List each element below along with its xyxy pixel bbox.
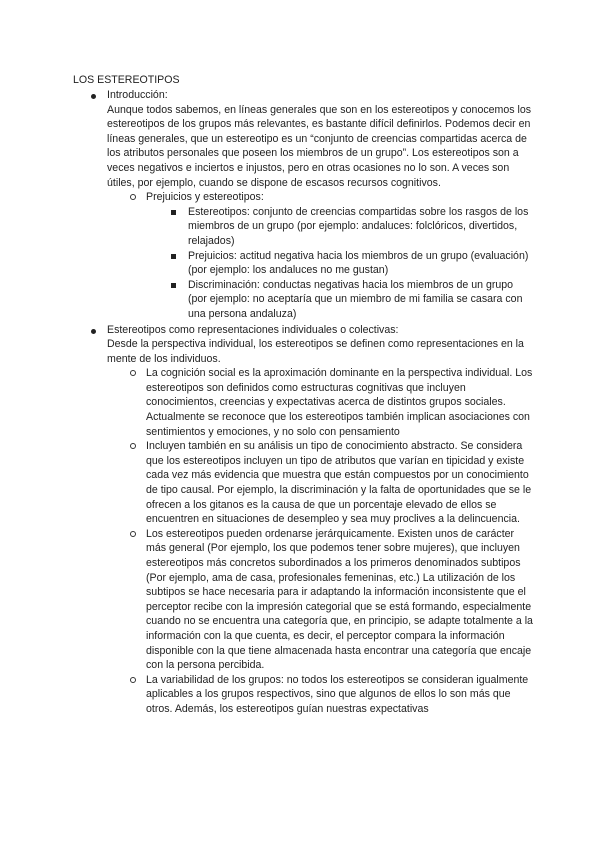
list-item-text: Los estereotipos pueden ordenarse jerárquicamente. Existen unos de carácter más general (Por ejemplo, los que podemos tener sobre mujeres), que incluyen estereotipos más concretos subordinados a los primeros denominados subtipos (Por ejemplo, ama de casa, profesionales femeninas, etc.) La utilización de los subtipos se hace necesaria para ir adaptando la información inconsistente que el perceptor recibe con la impresión categorial que se está formando, especialmente cuando no se encuentra una categoría que, en principio, se adapte totalmente a la información con la que cuenta, es decir, el perceptor compara la información disponible con la que tiene almacenada hasta encontrar una categoría que encaje con la persona percibida.	[146, 527, 533, 672]
section-heading: Introducción:	[107, 89, 168, 101]
list-item	[168, 249, 533, 278]
section-paragraph: Desde la perspectiva individual, los estereotipos se definen como representaciones en la mente de los individuos.	[107, 338, 524, 365]
list-item-text: La variabilidad de los grupos: no todos los estereotipos se consideran igualmente aplicables a los grupos respectivos, sino que algunos de ellos lo son más que otros. Además, los estereotipos guían nuestras expectativas	[146, 673, 529, 715]
list-item	[128, 366, 533, 439]
main-bullet-list	[73, 88, 533, 717]
list-item	[128, 673, 533, 717]
hollow-bullet-icon	[130, 443, 136, 449]
hollow-bullet-icon	[130, 677, 136, 683]
document-title: LOS ESTEREOTIPOS	[73, 74, 180, 86]
filled-bullet-icon	[91, 329, 96, 334]
list-item-text: Incluyen también en su análisis un tipo de conocimiento abstracto. Se considera que los estereotipos incluyen un tipo de atributos que varían en tipicidad y existe cada vez más evidencia que muestra que están compuestos por un conocimiento de tipo causal. Por ejemplo, la discriminación y la falta de oportunidades que se le ofrecen a los gitanos es la causa de que un porcentaje elevado de ellos se encuentren en situaciones de desempleo y sea muy proclives a la delincuencia.	[146, 440, 532, 526]
hollow-bullet-icon	[130, 531, 136, 537]
section-heading: Estereotipos como representaciones individuales o colectivas:	[107, 323, 399, 336]
list-item-text: Prejuicios y estereotipos:	[146, 191, 264, 204]
square-bullet-icon	[171, 254, 176, 259]
section-paragraph: Aunque todos sabemos, en líneas generales que son en los estereotipos y conocemos los estereotipos de los grupos más relevantes, es bastante difícil definirlos. Podemos decir en líneas generales, que un estereotipo es un “conjunto de creencias compartidas acerca de los atributos personales que poseen los miembros de un grupo”. Los estereotipos son a veces negativos e inciertos e injustos, pero en otras ocasiones no lo son. A veces son útiles, por ejemplo, cuando se dispone de escasos recursos cognitivos.	[107, 103, 532, 189]
list-item	[168, 278, 533, 322]
hollow-bullet-icon	[130, 194, 136, 200]
sub-bullet-list	[128, 366, 533, 716]
filled-bullet-icon	[91, 94, 96, 99]
section-introduccion	[73, 88, 533, 322]
list-item-text: La cognición social es la aproximación dominante en la perspectiva individual. Los estereotipos son definidos como estructuras cognitivas que incluyen conocimientos, creencias y expectativas acerca de distintos grupos sociales. Actualmente se reconoce que los estereotipos también implican asociaciones con sentimientos y emociones, y no solo con pensamiento	[146, 367, 533, 438]
list-item	[128, 439, 533, 527]
list-item-text: Estereotipos: conjunto de creencias compartidas sobre los rasgos de los miembros de un grupo (por ejemplo: andaluces: folclóricos, divertidos, relajados)	[188, 205, 529, 247]
square-bullet-icon	[171, 210, 176, 215]
list-item-text: Prejuicios: actitud negativa hacia los miembros de un grupo (evaluación) (por ejemplo: los andaluces no me gustan)	[188, 249, 529, 277]
section-representaciones	[73, 323, 533, 717]
nested-bullet-list	[168, 205, 533, 322]
list-item	[168, 205, 533, 249]
sub-bullet-list	[128, 190, 533, 321]
square-bullet-icon	[171, 283, 176, 288]
hollow-bullet-icon	[130, 370, 136, 376]
list-item	[128, 190, 533, 321]
list-item	[128, 527, 533, 673]
list-item-text: Discriminación: conductas negativas hacia los miembros de un grupo (por ejemplo: no aceptaría que un miembro de mi familia se casara con una persona andaluza)	[188, 278, 523, 320]
